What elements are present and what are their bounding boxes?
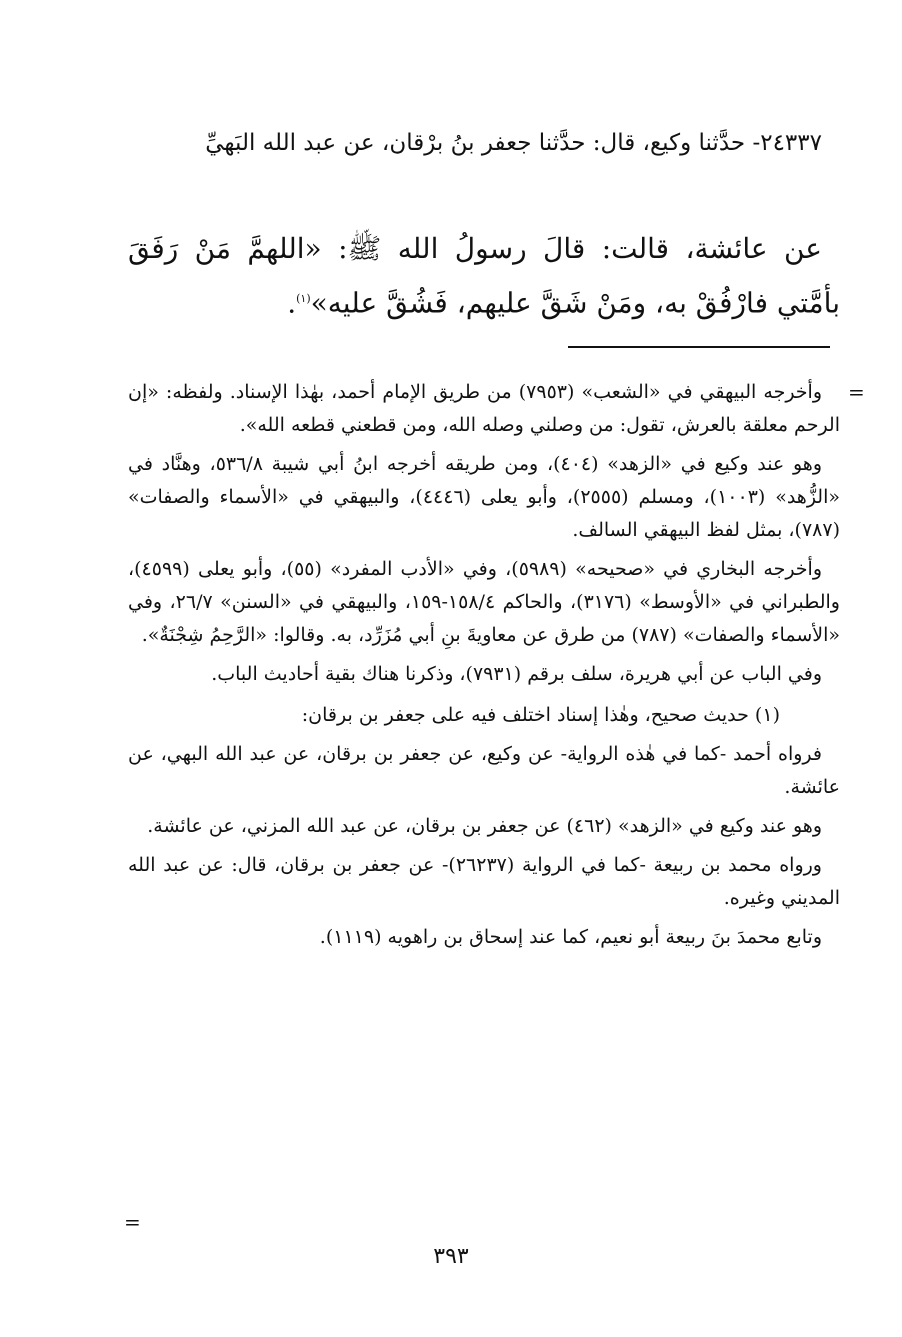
hadith-isnad: ٢٤٣٣٧- حدَّثنا وكيع، قال: حدَّثنا جعفر بنُ برْقان، عن عبد الله البَهيِّ [205, 130, 822, 156]
hadith-text-paragraph [128, 224, 840, 328]
hadith-end: . [287, 286, 297, 320]
footnote-1-heading: (١) حديث صحيح، وهٰذا إسناد اختلف فيه على جعفر بن برقان: [301, 704, 780, 726]
footnote-reference: (١) [296, 292, 311, 305]
footnote-1-paragraph-2: فرواه أحمد -كما في هٰذه الرواية- عن وكيع، عن جعفر بن برقان، عن عبد الله البهي، عن عائشة. [128, 743, 840, 798]
footnote-1-paragraph-3: وهو عند وكيع في «الزهد» (٤٦٢) عن جعفر بن برقان، عن عبد الله المزني، عن عائشة. [147, 815, 822, 837]
page-number: ٣٩٣ [433, 1244, 469, 1269]
continuation-marker-top: = [848, 380, 865, 404]
continuation-marker-bottom: = [124, 1210, 141, 1234]
hadith-chain [128, 124, 840, 162]
note-paragraph-4: وفي الباب عن أبي هريرة، سلف برقم (٧٩٣١)، وذكرنا هناك بقية أحاديث الباب. [211, 663, 822, 685]
hadith-matn [128, 224, 840, 328]
footnote-continuation [128, 376, 840, 954]
hadith-text: عن عائشة، قالت: قالَ رسولُ الله ﷺ: «اللهمَّ مَنْ رَفَقَ بأمَّتي فارْفُقْ به، ومَنْ شَقَّ عليهم، فَشُقَّ عليه» [128, 232, 840, 320]
note-paragraph-3: وأخرجه البخاري في «صحيحه» (٥٩٨٩)، وفي «الأدب المفرد» (٥٥)، وأبو يعلى (٤٥٩٩)، والطبراني في «الأوسط» (٣١٧٦)، والحاكم ١٥٨/٤-١٥٩، والبيهقي في «السنن» ٢٦/٧، وفي «الأسماء والصفات» (٧٨٧) من طرق عن معاويةَ بنِ أبي مُزَرِّد، به. وقالوا: «الرَّحِمُ شِجْنَةٌ». [128, 558, 840, 646]
footnote-separator [568, 346, 830, 348]
note-paragraph-1: وأخرجه البيهقي في «الشعب» (٧٩٥٣) من طريق الإمام أحمد، بهٰذا الإسناد. ولفظه: «إن الرحم معلقة بالعرش، تقول: من وصلني وصله الله، ومن قطعني قطعه الله». [128, 381, 840, 436]
footnote-1-paragraph-4: ورواه محمد بن ربيعة -كما في الرواية (٢٦٢٣٧)- عن جعفر بن برقان، قال: عن عبد الله المديني وغيره. [128, 854, 840, 909]
footnote-1-paragraph-5: وتابع محمدَ بنَ ربيعة أبو نعيم، كما عند إسحاق بن راهويه (١١١٩). [319, 926, 822, 948]
note-paragraph-2: وهو عند وكيع في «الزهد» (٤٠٤)، ومن طريقه أخرجه ابنُ أبي شيبة ٥٣٦/٨، وهنَّاد في «الزُّهد» (١٠٠٣)، ومسلم (٢٥٥٥)، وأبو يعلى (٤٤٤٦)، والبيهقي في «الأسماء والصفات» (٧٨٧)، بمثل لفظ البيهقي السالف. [128, 453, 840, 541]
